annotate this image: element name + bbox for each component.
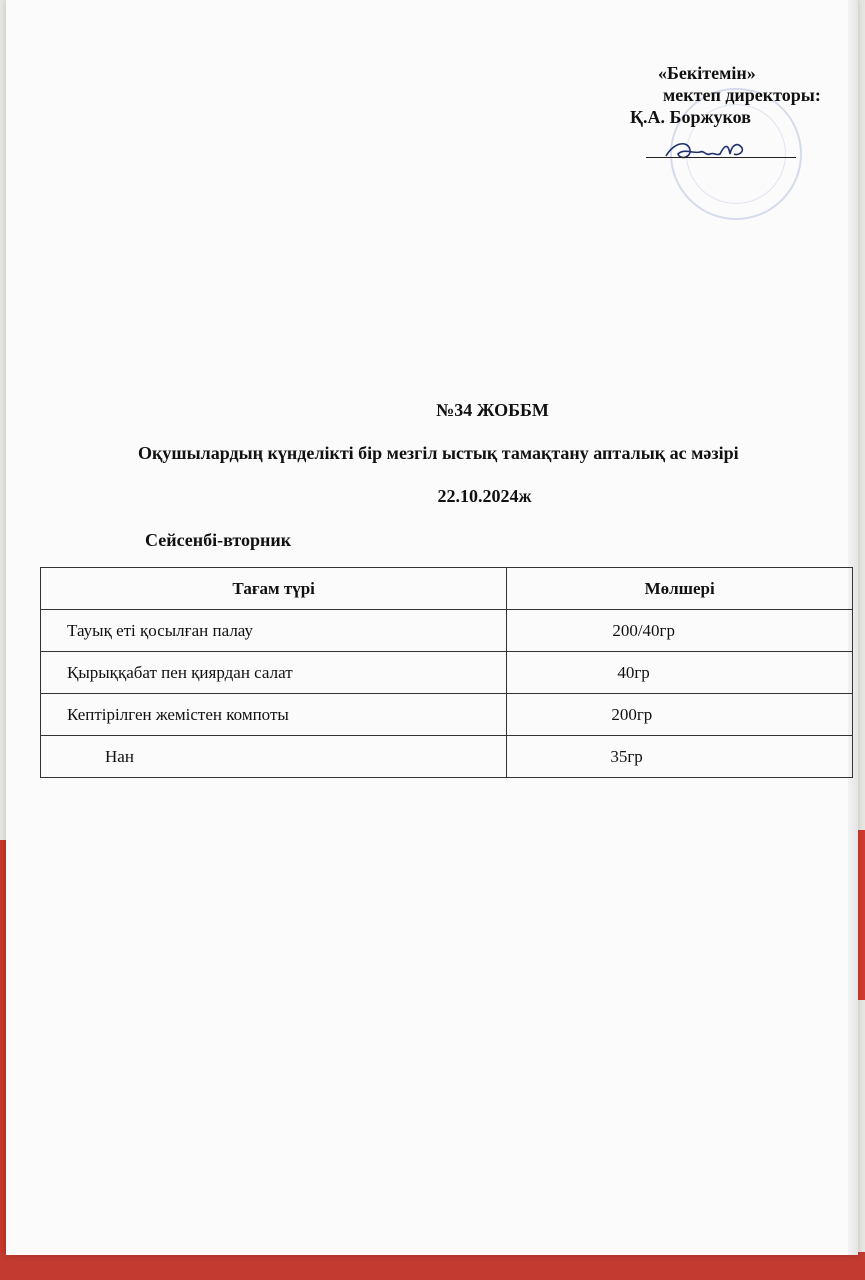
school-name: №34 ЖОББМ — [436, 400, 549, 420]
table-header-row — [41, 568, 853, 610]
amount-cell: 200гр — [507, 694, 853, 736]
signature-line — [646, 157, 796, 158]
menu-table — [40, 567, 853, 778]
dish-cell: Қырыққабат пен қиярдан салат — [41, 652, 507, 694]
menu-day: Сейсенбі-вторник — [145, 530, 292, 550]
approval-title: «Бекітемін» — [658, 63, 756, 83]
dish-cell: Тауық еті қосылған палау — [41, 610, 507, 652]
approval-position: мектеп директоры: — [663, 85, 821, 105]
table-row — [41, 694, 853, 736]
menu-subtitle: Оқушылардың күнделікті бір мезгіл ыстық тамақтану апталық ас мәзірі — [138, 443, 739, 463]
column-header-amount: Мөлшері — [507, 568, 853, 610]
table-row — [41, 736, 853, 778]
menu-date: 22.10.2024ж — [437, 486, 532, 506]
amount-cell: 200/40гр — [507, 610, 853, 652]
dish-cell: Нан — [41, 736, 507, 778]
table-row — [41, 652, 853, 694]
amount-cell: 40гр — [507, 652, 853, 694]
signature — [660, 132, 760, 166]
column-header-dish: Тағам түрі — [41, 568, 507, 610]
dish-cell: Кептірілген жемістен компоты — [41, 694, 507, 736]
approval-name: Қ.А. Боржуков — [630, 107, 751, 127]
amount-cell: 35гр — [507, 736, 853, 778]
approval-block — [630, 62, 860, 128]
red-folder-bottom — [0, 1252, 865, 1280]
table-row — [41, 610, 853, 652]
